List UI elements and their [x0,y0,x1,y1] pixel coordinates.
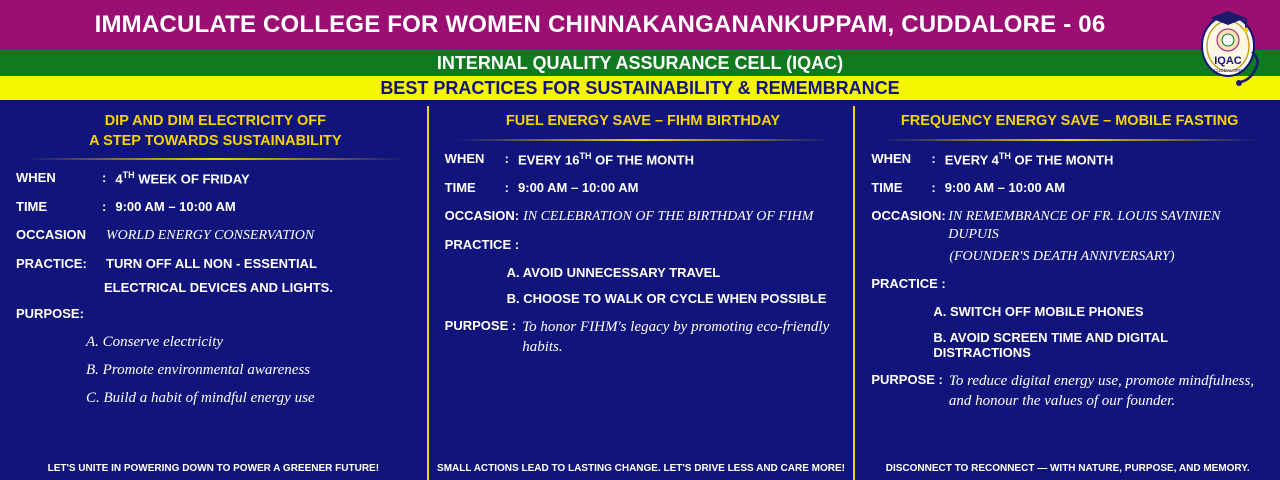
occasion-value: IN REMEMBRANCE OF FR. LOUIS SAVINIEN DUPUIS [948,208,1221,242]
when-label: WHEN [871,150,912,166]
column-footer-slogan: SMALL ACTIONS LEAD TO LASTING CHANGE. LET'S DRIVE LESS AND CARE MORE! [437,463,845,474]
time-colon: : [931,179,936,195]
college-name: IMMACULATE COLLEGE FOR WOMEN CHINNAKANGANANKUPPAM, CUDDALORE - 06 [94,11,1106,38]
occasion-row [445,208,842,226]
occasion-label: OCCASION: [444,207,520,223]
when-colon: : [102,170,107,186]
column-title [445,110,842,136]
practice-column-frequency-energy-save [853,106,1280,480]
when-colon: : [504,150,510,166]
banner-title: BEST PRACTICES FOR SUSTAINABILITY & REMEMBRANCE [380,77,900,98]
practice-item: A. SWITCH OFF MOBILE PHONES [933,303,1144,319]
occasion-row [16,227,415,245]
purpose-row [16,306,415,323]
practice-value-continued: ELECTRICAL DEVICES AND LIGHTS. [104,280,333,296]
purpose-label: PURPOSE : [444,317,517,333]
occasion-row [871,208,1268,244]
svg-text:CUDDALORE: CUDDALORE [1213,68,1243,73]
iqac-logo-icon [1190,2,1266,88]
purpose-row [445,317,842,358]
when-row [445,151,842,169]
time-label: TIME [16,199,48,215]
time-colon: : [504,179,510,195]
purpose-row [871,371,1268,412]
occasion-value-continued: (FOUNDER'S DEATH ANNIVERSARY) [949,249,1175,265]
practice-column-fuel-energy-save [427,106,854,480]
time-value: 9:00 AM – 10:00 AM [944,179,1066,195]
title-divider [881,139,1258,141]
when-value: EVERY 4TH OF THE MONTH [944,150,1114,167]
practice-label: PRACTICE : [444,236,520,252]
purpose-item: A. Conserve electricity [86,334,224,351]
when-row [16,170,415,188]
column-footer-slogan: DISCONNECT TO RECONNECT — WITH NATURE, PURPOSE, AND MEMORY. [885,463,1250,474]
purpose-label: PURPOSE: [16,306,84,322]
when-label: WHEN [444,150,485,166]
column-title [871,110,1268,136]
purpose-list [16,334,415,407]
purpose-value: To reduce digital energy use, promote mindfulness, and honour the values of our founder. [948,372,1255,410]
practice-list [871,304,1268,360]
time-value: 9:00 AM – 10:00 AM [518,179,639,195]
iqac-bar [0,50,1280,76]
column-title-line1: FREQUENCY ENERGY SAVE – MOBILE FASTING [900,113,1239,129]
time-row [871,180,1268,197]
practice-row [16,256,415,273]
occasion-label: OCCASION: [871,207,946,223]
occasion-value: WORLD ENERGY CONSERVATION [106,228,315,244]
column-title [16,110,415,155]
column-footer-slogan: LET'S UNITE IN POWERING DOWN TO POWER A GREENER FUTURE! [47,463,380,474]
time-row [16,199,415,216]
purpose-label: PURPOSE : [871,371,943,387]
column-title-line1: FUEL ENERGY SAVE – FIHM BIRTHDAY [505,113,781,129]
occasion-label: OCCASION [16,227,87,243]
time-label: TIME [444,179,476,195]
time-colon: : [102,199,107,215]
practice-item: B. CHOOSE TO WALK OR CYCLE WHEN POSSIBLE [506,290,827,306]
column-title-line2: A STEP TOWARDS SUSTAINABILITY [89,132,342,149]
occasion-value: IN CELEBRATION OF THE BIRTHDAY OF FIHM [523,208,814,224]
column-title-line1: DIP AND DIM ELECTRICITY OFF [104,113,326,129]
title-divider [455,139,832,141]
practice-value: TURN OFF ALL NON - ESSENTIAL [106,256,317,272]
when-label: WHEN [16,170,56,186]
purpose-item: C. Build a habit of mindful energy use [86,390,315,407]
practice-row [871,276,1268,293]
practice-row [445,237,842,254]
when-value: 4TH WEEK OF FRIDAY [115,170,250,187]
svg-text:IQAC: IQAC [1214,55,1242,67]
time-value: 9:00 AM – 10:00 AM [115,199,236,215]
when-colon: : [931,150,936,166]
time-label: TIME [871,179,903,195]
practice-list [445,265,842,306]
practices-columns [0,100,1280,480]
practice-column-dip-and-dim [0,106,427,480]
practice-item: B. AVOID SCREEN TIME AND DIGITAL DISTRACTIONS [933,329,1168,360]
time-row [445,180,842,197]
practice-label: PRACTICE : [871,276,946,292]
iqac-title: INTERNAL QUALITY ASSURANCE CELL (IQAC) [436,52,844,73]
practice-label: PRACTICE: [16,256,87,272]
banner-bar [0,76,1280,100]
when-row [871,151,1268,169]
practice-item: A. AVOID UNNECESSARY TRAVEL [506,264,721,280]
purpose-item: B. Promote environmental awareness [86,362,311,379]
when-value: EVERY 16TH OF THE MONTH [518,150,694,167]
purpose-value: To honor FIHM's legacy by promoting eco-friendly habits. [522,318,830,355]
title-divider [26,158,405,160]
